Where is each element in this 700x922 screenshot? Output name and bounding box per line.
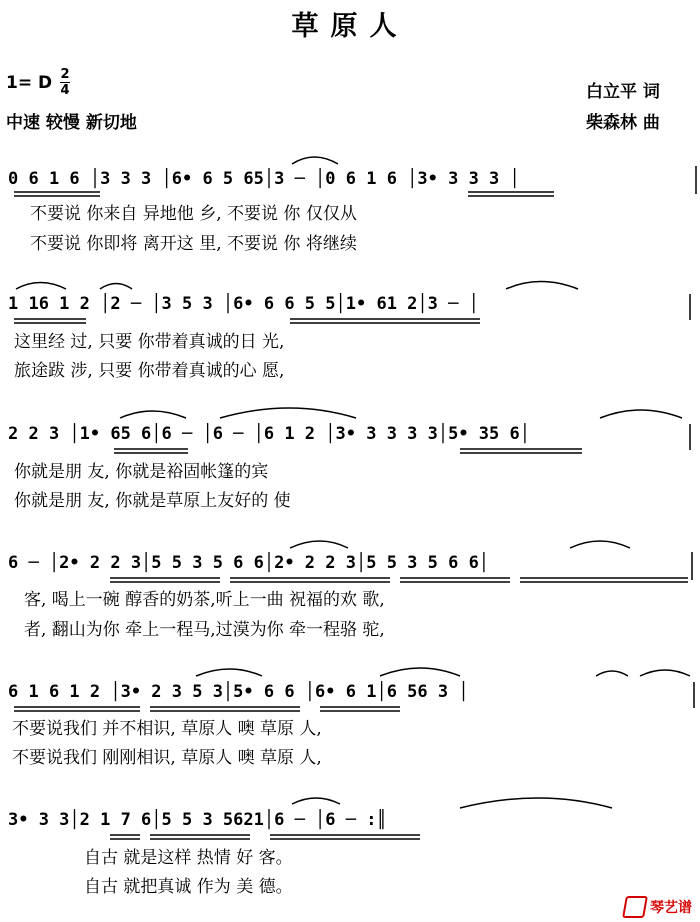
system-2-lyrics-verse2: 旅途跋 涉, 只要 你带着真诚的心 愿, [14,361,285,381]
lyricist-credit: 白立平 词 [586,82,660,102]
beam-mark [14,319,86,323]
beam-mark [150,707,300,711]
system-3-notes: 2 2 3 │1• 65 6│6 ─ │6 ─ │6 1 2 │3• 3 3 3 3│5• 35 6│ [8,424,530,444]
system-1-notes: 0 6 1 6 │3 3 3 │6• 6 5 65│3 ─ │0 6 1 6 │3• 3 3 3 │ [8,169,520,189]
system-3-lyrics-verse1: 你就是朋 友, 你就是裕固帐篷的宾 [14,462,269,482]
slur-mark [640,670,690,676]
beam-mark [14,192,100,196]
tempo-marking: 中速 较慢 新切地 [6,113,137,133]
system-4-lyrics-verse2: 者, 翻山为你 牵上一程马,过漠为你 牵一程骆 驼, [24,620,385,640]
beam-mark [270,835,420,839]
system-1-lyrics-verse2: 不要说 你即将 离开这 里, 不要说 你 将继续 [30,234,357,254]
slur-mark [506,282,578,290]
system-5-notes: 6 1 6 1 2 │3• 2 3 5 3│5• 6 6 │6• 6 1│6 56 3 │ [8,682,469,702]
slur-mark [196,669,262,676]
key-signature: 1= D [6,73,53,93]
system-6-lyrics-verse1: 自古 就是这样 热情 好 客。 [84,848,293,868]
system-5-lyrics-verse1: 不要说我们 并不相识, 草原人 噢 草原 人, [12,719,322,739]
system-4-notes: 6 ─ │2• 2 2 3│5 5 3 5 6 6│2• 2 2 3│5 5 3 5 6 6│ [8,553,490,573]
slur-mark [596,671,628,676]
time-signature-bottom: 4 [60,83,70,98]
slur-mark [292,798,340,804]
beam-mark [150,835,250,839]
slur-mark [570,541,630,548]
system-5-lyrics-verse2: 不要说我们 刚刚相识, 草原人 噢 草原 人, [12,748,322,768]
system-6-lyrics-verse2: 自古 就把真诚 作为 美 德。 [84,877,293,897]
beam-mark [230,578,390,582]
beam-mark [110,578,220,582]
beam-mark [290,319,480,323]
beam-mark [110,835,140,839]
slur-mark [100,284,132,290]
system-6-notes: 3• 3 3│2 1 7 6│5 5 3 5621│6 ─ │6 ─ :║ [8,810,387,830]
song-title: 草原人 [291,11,409,42]
system-4-lyrics-verse1: 客, 喝上一碗 醇香的奶茶,听上一曲 祝福的欢 歌, [24,590,385,610]
beam-mark [520,578,688,582]
logo-icon [622,896,648,918]
slur-mark [600,410,682,418]
watermark [624,896,692,918]
slur-mark [220,408,356,418]
beam-mark [114,449,188,453]
watermark-text: 琴艺谱 [650,900,692,916]
beam-mark [320,707,400,711]
slur-mark [460,798,612,808]
time-signature-top: 2 [60,67,70,82]
slur-mark [290,541,348,548]
slur-mark [380,668,460,676]
system-3-lyrics-verse2: 你就是朋 友, 你就是草原上友好的 使 [14,491,291,511]
beam-mark [468,192,554,196]
beam-mark [400,578,510,582]
slur-mark [16,283,66,290]
system-1-lyrics-verse1: 不要说 你来自 异地他 乡, 不要说 你 仅仅从 [30,204,357,224]
beam-mark [460,449,582,453]
slur-mark [120,411,186,418]
system-2-notes: 1 16 1 2 │2 ─ │3 5 3 │6• 6 6 5 5│1• 61 2│3 ─ │ [8,294,479,314]
beam-mark [14,707,140,711]
slur-mark [292,157,338,164]
system-2-lyrics-verse1: 这里经 过, 只要 你带着真诚的日 光, [14,332,285,352]
composer-credit: 柴森林 曲 [586,113,660,133]
